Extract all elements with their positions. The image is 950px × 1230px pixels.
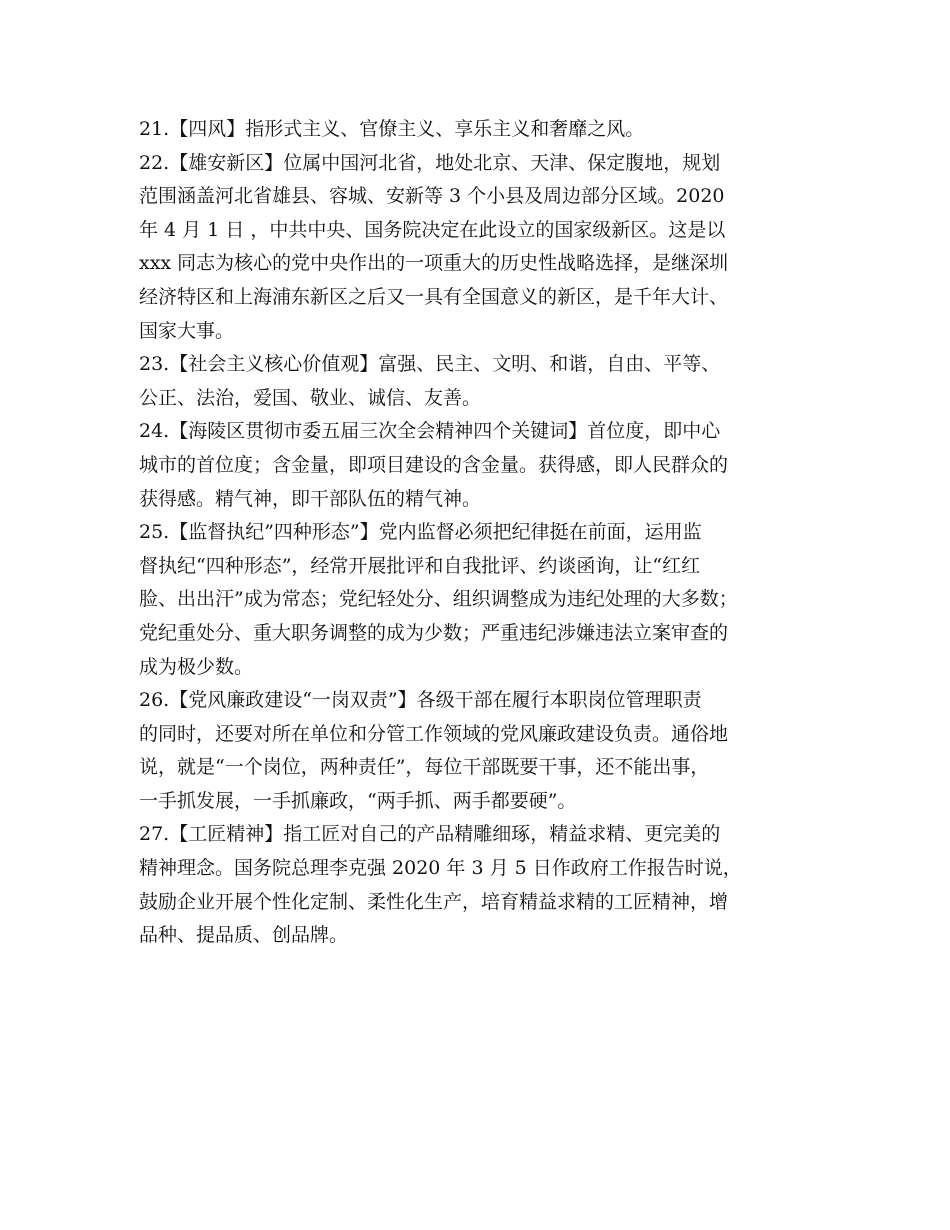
text-line: 国家大事。 <box>139 319 235 342</box>
text-line: 成为极少数。 <box>139 655 254 678</box>
text-line: 21.【四风】指形式主义、官僚主义、享乐主义和奢靡之风。 <box>139 118 645 140</box>
text-line: 品种、提品质、创品牌。 <box>139 924 349 947</box>
text-line: 26.【党风廉政建设“一岗双责”】各级干部在履行本职岗位管理职责 <box>139 689 702 712</box>
text-line: 22.【雄安新区】位属中国河北省，地处北京、天津、保定腹地，规划 <box>139 151 721 174</box>
text-line: 23.【社会主义核心价值观】富强、民主、文明、和谐，自由、平等、 <box>139 353 721 376</box>
text-line: 鼓励企业开展个性化定制、柔性化生产，培育精益求精的工匠精神，增 <box>139 890 729 913</box>
text-line: 范围涵盖河北省雄县、容城、安新等 3 个小县及周边部分区域。2020 <box>139 185 725 208</box>
text-line: 一手抓发展，一手抓廉政，“两手抓、两手都要硬”。 <box>139 789 577 812</box>
text-line: 24.【海陵区贯彻市委五届三次全会精神四个关键词】首位度，即中心 <box>139 420 721 443</box>
text-line: 公正、法治，爱国、敬业、诚信、友善。 <box>139 386 482 409</box>
text-line: 脸、出出汗”成为常态；党纪轻处分、组织调整成为违纪处理的大多数； <box>139 588 738 611</box>
text-line: 27.【工匠精神】指工匠对自己的产品精雕细琢，精益求精、更完美的 <box>139 823 721 846</box>
text-line: 经济特区和上海浦东新区之后又一具有全国意义的新区，是千年大计、 <box>139 285 729 308</box>
text-line: 督执纪“四种形态”，经常开展批评和自我批评、约谈函询，让“红红 <box>139 554 701 577</box>
text-line: xxx 同志为核心的党中央作出的一项重大的历史性战略选择，是继深圳 <box>139 252 729 275</box>
document-body <box>139 113 819 953</box>
text-line: 说，就是“一个岗位，两种责任”，每位干部既要干事，还不能出事， <box>139 756 710 779</box>
text-line: 城市的首位度；含金量，即项目建设的含金量。获得感，即人民群众的 <box>139 453 729 476</box>
text-line: 年 4 月 1 日 ，中共中央、国务院决定在此设立的国家级新区。这是以 <box>139 218 726 241</box>
text-line: 精神理念。国务院总理李克强 2020 年 3 月 5 日作政府工作报告时说， <box>139 857 742 880</box>
text-line: 25.【监督执纪”四种形态”】党内监督必须把纪律挺在前面，运用监 <box>139 521 702 544</box>
text-line: 获得感。精气神，即干部队伍的精气神。 <box>139 487 482 510</box>
text-line: 的同时，还要对所在单位和分管工作领域的党风廉政建设负责。通俗地 <box>139 722 729 745</box>
text-line: 党纪重处分、重大职务调整的成为少数；严重违纪涉嫌违法立案审查的 <box>139 621 729 644</box>
